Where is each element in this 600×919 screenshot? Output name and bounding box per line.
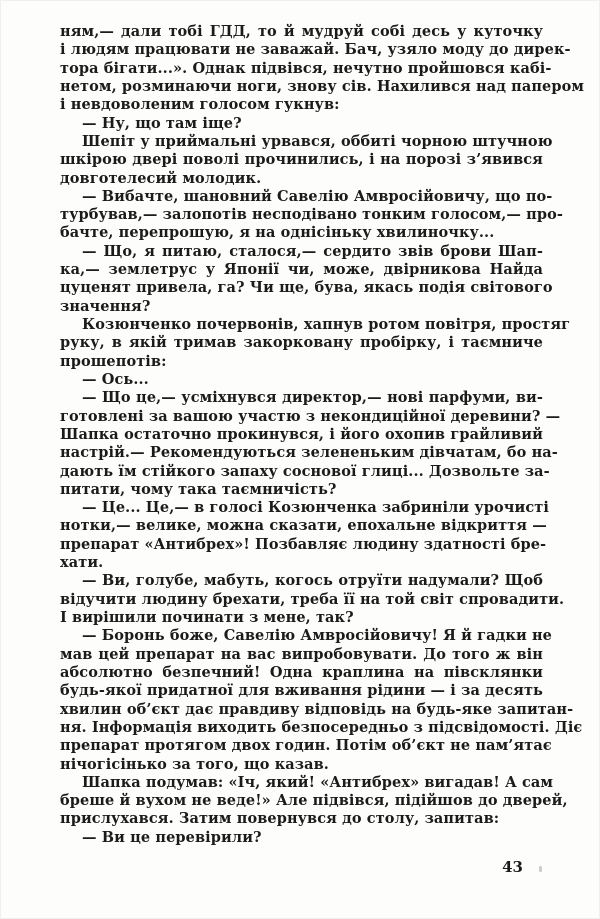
text-line: нічогісінько за того, що казав. xyxy=(60,755,329,773)
text-line: руку, в якій тримав закорковану пробірку, і таємниче xyxy=(60,334,543,352)
text-line: І вирішили починати з мене, так? xyxy=(60,609,354,626)
text-line: і невдоволеним голосом гукнув: xyxy=(60,96,340,114)
text-line: Козюнченко почервонів, хапнув ротом повітря, простяг xyxy=(82,316,571,333)
text-line: — Ось... xyxy=(82,370,149,388)
text-line: — Що, я питаю, сталося,— сердито звів брови Шап- xyxy=(82,242,543,260)
text-line: — Ви, голубе, мабуть, когось отруїти надумали? Щоб xyxy=(82,572,543,590)
text-line: — Що це,— усміхнувся директор,— нові парфуми, ви- xyxy=(82,389,543,407)
text-line: і людям працювати не заважай. Бач, узяло моду до дирек- xyxy=(60,41,571,59)
text-line: ня. Інформація виходить безпосередньо з підсвідомості. Діє xyxy=(60,718,583,736)
text-line: довготелесий молодик. xyxy=(60,169,262,187)
text-line: ка,— землетрус у Японії чи, може, двірникова Найда xyxy=(60,261,543,279)
text-line: ням,— дали тобі ГДД, то й мудруй собі десь у куточку xyxy=(60,23,543,40)
text-line: — Це... Це,— в голосі Козюнченка забриніли урочисті xyxy=(82,499,549,517)
text-line: турбував,— залопотів несподівано тонким голосом,— про- xyxy=(60,206,563,224)
text-line: нотки,— велике, можна сказати, епохальне відкриття — xyxy=(60,517,547,535)
text-line: значення? xyxy=(60,297,151,315)
text-line: абсолютно безпечний! Одна краплина на півсклянки xyxy=(60,663,543,681)
page-number: 43 xyxy=(502,858,523,876)
text-line: питати, чому така таємничість? xyxy=(60,480,337,498)
text-line: — Ви це перевірили? xyxy=(82,828,262,846)
text-line: готовлені за вашою участю з некондиційної деревини? — xyxy=(60,407,561,425)
text-line: відучити людину брехати, треба її на той світ спровадити. xyxy=(60,590,565,608)
text-line: Шапка остаточно прокинувся, і його охопив грайливий xyxy=(60,425,543,443)
text-line: цуценят привела, га? Чи ще, бува, якась подія світового xyxy=(60,279,553,297)
text-line: прошепотів: xyxy=(60,352,167,370)
text-line: Шепіт у приймальні урвався, оббиті чорною штучною xyxy=(82,132,553,150)
text-line: препарат «Антибрех»! Позбавляє людину здатності бре- xyxy=(60,535,547,553)
text-line: нетом, розминаючи ноги, знову сів. Нахилився над папером xyxy=(60,77,585,95)
text-line: хвилин об’єкт дає правдиву відповідь на будь-яке запитан- xyxy=(60,700,574,718)
text-line: тора бігати...». Однак підвівся, нечутно пройшовся кабі- xyxy=(60,59,552,77)
text-line: — Боронь боже, Савелію Амвросійовичу! Я й гадки не xyxy=(82,627,552,645)
text-line: настрій.— Рекомендуються зелененьким дівчатам, бо на- xyxy=(60,444,558,462)
page-text xyxy=(60,23,585,847)
text-line: мав цей препарат на вас випробовувати. До того ж він xyxy=(60,645,543,663)
text-line: хати. xyxy=(60,554,104,572)
text-line: бреше й вухом не веде!» Але підвівся, підійшов до дверей, xyxy=(60,792,568,810)
text-line: — Ну, що там іще? xyxy=(82,114,242,132)
text-line: — Вибачте, шановний Савелію Амвросійовичу, що по- xyxy=(82,187,553,205)
text-line: Шапка подумав: «Іч, який! «Антибрех» вигадав! А сам xyxy=(82,773,554,791)
text-line: бачте, перепрошую, я на однісіньку хвилиночку... xyxy=(60,224,495,242)
text-line: дають їм стійкого запаху соснової глиці... Дозвольте за- xyxy=(60,462,550,480)
scan-speck xyxy=(539,866,542,872)
text-line: прислухався. Затим повернувся до столу, запитав: xyxy=(60,810,500,828)
text-line: шкірою двері поволі прочинились, і на порозі з’явився xyxy=(60,151,543,169)
text-line: препарат протягом двох годин. Потім об’єкт не пам’ятає xyxy=(60,737,552,755)
text-line: будь-якої придатної для вживання рідини — і за десять xyxy=(60,682,543,700)
